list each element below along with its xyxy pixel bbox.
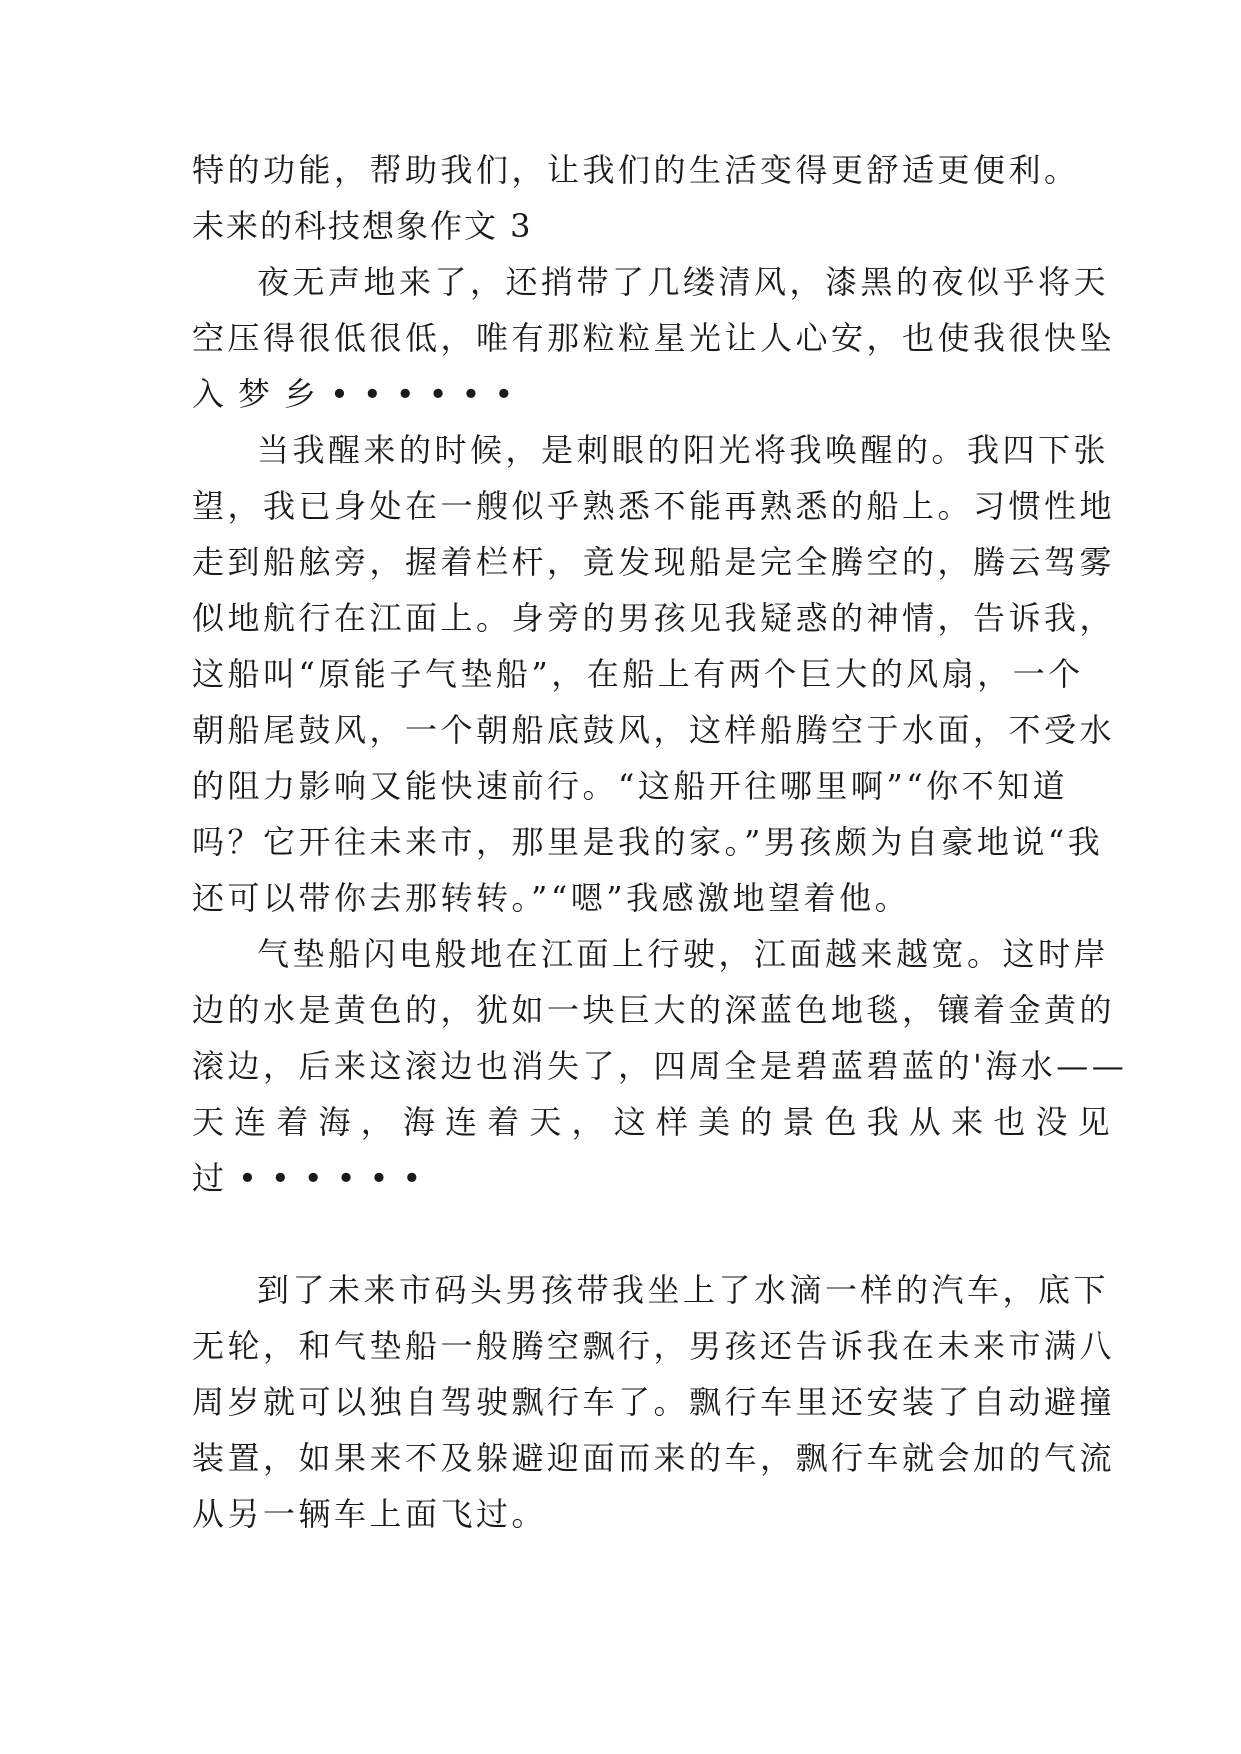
paragraph-line: 过•••••• xyxy=(192,1159,436,1197)
paragraph-line: 气垫船闪电般地在江面上行驶，江面越来越宽。这时岸 xyxy=(257,935,1110,973)
paragraph-line: 空压得很低很低，唯有那粒粒星光让人心安，也使我很快坠 xyxy=(192,319,1116,357)
section-heading: 未来的科技想象作文 3 xyxy=(192,207,533,245)
paragraph-line: 这船叫“原能子气垫船”，在船上有两个巨大的风扇，一个 xyxy=(192,655,1084,693)
paragraph-line: 到了未来市码头男孩带我坐上了水滴一样的汽车，底下 xyxy=(257,1271,1110,1309)
paragraph-line: 滚边，后来这滚边也消失了，四周全是碧蓝碧蓝的'海水—— xyxy=(192,1047,1128,1085)
paragraph-line: 走到船舷旁，握着栏杆，竟发现船是完全腾空的，腾云驾雾 xyxy=(192,543,1116,581)
paragraph-line: 还可以带你去那转转。”“嗯”我感激地望着他。 xyxy=(192,879,911,917)
text-line: 特的功能，帮助我们，让我们的生活变得更舒适更便利。 xyxy=(192,151,1080,189)
paragraph-line: 当我醒来的时候，是刺眼的阳光将我唤醒的。我四下张 xyxy=(257,431,1110,469)
paragraph-line: 周岁就可以独自驾驶飘行车了。飘行车里还安装了自动避撞 xyxy=(192,1383,1116,1421)
paragraph-line: 望，我已身处在一艘似乎熟悉不能再熟悉的船上。习惯性地 xyxy=(192,487,1116,525)
paragraph-line: 装置，如果来不及躲避迎面而来的车，飘行车就会加的气流 xyxy=(192,1439,1116,1477)
paragraph-line: 从另一辆车上面飞过。 xyxy=(192,1495,548,1533)
paragraph-line: 无轮，和气垫船一般腾空飘行，男孩还告诉我在未来市满八 xyxy=(192,1327,1116,1365)
paragraph-line: 吗？它开往未来市，那里是我的家。”男孩颇为自豪地说“我 xyxy=(192,823,1104,861)
paragraph-line: 夜无声地来了，还捎带了几缕清风，漆黑的夜似乎将天 xyxy=(257,263,1110,301)
paragraph-line: 朝船尾鼓风，一个朝船底鼓风，这样船腾空于水面，不受水 xyxy=(192,711,1116,749)
paragraph-line: 边的水是黄色的，犹如一块巨大的深蓝色地毯，镶着金黄的 xyxy=(192,991,1116,1029)
paragraph-line: 似地航行在江面上。身旁的男孩见我疑惑的神情，告诉我， xyxy=(192,599,1116,637)
paragraph-line: 入梦乡•••••• xyxy=(192,375,528,413)
paragraph-line: 的阻力影响又能快速前行。“这船开往哪里啊”“你不知道 xyxy=(192,767,1069,805)
paragraph-line: 天 连 着 海 ， 海 连 着 天 ， 这 样 美 的 景 色 我 从 来 也 没 见 xyxy=(192,1103,1110,1141)
